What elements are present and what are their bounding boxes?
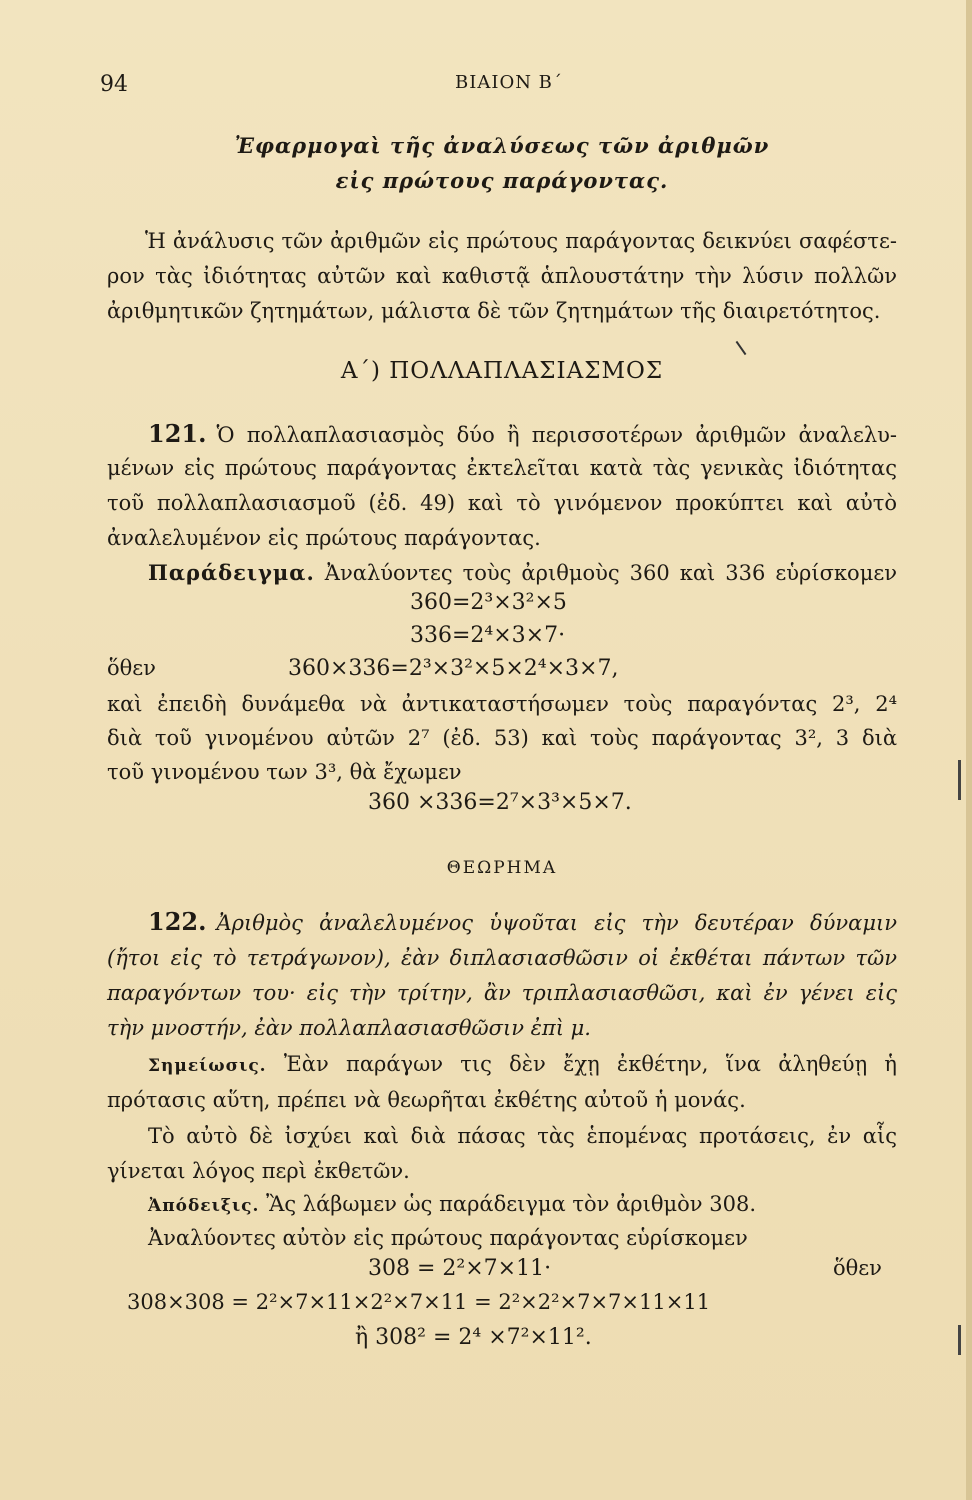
proof-line-2: Ἀναλύοντες αὐτὸν εἰς πρώτους παράγοντας εὑρίσκομεν [148,1226,748,1250]
note-label: Σημείωσις. [148,1056,267,1076]
note-text-1: Ἐὰν παράγων τις δὲν ἔχῃ ἐκθέτην, ἵνα ἀληθεύῃ ἡ [283,1052,897,1076]
note-line-2: πρότασις αὕτη, πρέπει νὰ θεωρῆται ἐκθέτης αὐτοῦ ἡ μονάς. [107,1088,746,1112]
intro-line-1: Ἡ ἀνάλυσις τῶν ἀριθμῶν εἰς πρώτους παράγοντας δεικνύει σαφέστε- [145,229,897,253]
example-eq-product: 360×336=2³×3²×5×2⁴×3×7, [288,656,619,681]
note-line-3: Τὸ αὐτὸ δὲ ἰσχύει καὶ διὰ πάσας τὰς ἑπομένας προτάσεις, ἐν αἷς [148,1124,897,1148]
margin-mark-lower [958,1325,961,1355]
para122-line-3: παραγόντων του· εἰς τὴν τρίτην, ἂν τριπλασιασθῶσι, καὶ ἐν γένει εἰς [107,981,897,1005]
para122-text-1: Ἀριθμὸς ἀναλελυμένος ὑψοῦται εἰς τὴν δευτέραν δύναμιν [216,911,897,935]
example-eq-360: 360=2³×3²×5 [410,590,567,615]
page-edge [966,0,972,1500]
intro-line-2: ρον τὰς ἰδιότητας αὐτῶν καὶ καθιστᾷ ἁπλουστάτην τὴν λύσιν πολλῶν [107,264,897,288]
example-line-1: καὶ ἐπειδὴ δυνάμεθα νὰ ἀντικαταστήσωμεν τοὺς παραγόντας 2³, 2⁴ [107,692,897,716]
para121-line-4: ἀναλελυμένον εἰς πρώτους παράγοντας. [107,526,541,550]
para122-number: 122. [148,907,207,936]
running-title: ΒΙΑΙΟΝ Β΄ [455,72,563,93]
para122-line-2: (ἤτοι εἰς τὸ τετράγωνον), ἐὰν διπλασιασθῶσιν οἱ ἐκθέται πάντων τῶν [107,946,897,970]
para121-text-1: Ὁ πολλαπλασιασμὸς δύο ἢ περισσοτέρων ἀριθμῶν ἀναλελυ- [216,423,897,447]
intro-line-3: ἀριθμητικῶν ζητημάτων, μάλιστα δὲ τῶν ζητημάτων τῆς διαιρετότητος. [107,299,881,323]
chapter-title-line-1: Ἐφαρμογαὶ τῆς ἀναλύσεως τῶν ἀριθμῶν [234,133,770,158]
example-label: Παράδειγμα. [148,560,315,585]
note-line-4: γίνεται λόγος περὶ ἐκθετῶν. [107,1159,410,1183]
proof-label: Ἀπόδειξις. [148,1196,260,1216]
proof-intro: Ἂς λάβωμεν ὡς παράδειγμα τὸν ἀριθμὸν 308. [266,1192,757,1216]
chapter-title-line-2: εἰς πρώτους παράγοντας. [335,168,669,193]
theorem-heading: ΘΕΩΡΗΜΑ [446,858,558,878]
margin-mark [958,760,961,800]
proof-eq-square-result: ἢ 308² = 2⁴ ×7²×11². [355,1325,592,1350]
proof-line-1 [148,1188,897,1222]
para121-line-2: μένων εἰς πρώτους παράγοντας ἐκτελεῖται κατὰ τὰς γενικὰς ἰδιότητας [107,456,897,480]
proof-eq-308: 308 = 2²×7×11· [368,1256,552,1281]
para121-number: 121. [148,419,207,448]
example-eq-336: 336=2⁴×3×7· [410,623,566,648]
para122-line-4: τὴν μνοστήν, ἐὰν πολλαπλασιασθῶσιν ἐπὶ μ. [107,1016,591,1040]
example-intro-line [148,557,897,589]
para121-line-1 [148,418,897,451]
page-number: 94 [100,72,128,97]
pencil-tick-mark [736,341,747,355]
example-line-3: τοῦ γινομένου των 3³, θὰ ἔχωμεν [107,760,462,784]
example-intro: Ἀναλύοντες τοὺς ἀριθμοὺς 360 καὶ 336 εὑρίσκομεν [324,561,897,585]
para121-line-3: τοῦ πολλαπλασιασμοῦ (ἐδ. 49) καὶ τὸ γινόμενον προκύπτει καὶ αὐτὸ [107,491,897,515]
proof-eq-square-expansion: 308×308 = 2²×7×11×2²×7×11 = 2²×2²×7×7×11×11 [127,1290,711,1314]
example-hence: ὅθεν [107,656,156,680]
note-line-1 [148,1048,897,1082]
example-eq-result: 360 ×336=2⁷×3³×5×7. [368,790,632,815]
proof-hence: ὅθεν [833,1256,882,1280]
section-heading: Α΄) ΠΟΛΛΑΠΛΑΣΙΑΣΜΟΣ [340,358,664,384]
para122-line-1 [148,906,897,939]
example-line-2: διὰ τοῦ γινομένου αὐτῶν 2⁷ (ἐδ. 53) καὶ τοὺς παράγοντας 3², 3 διὰ [107,726,897,750]
